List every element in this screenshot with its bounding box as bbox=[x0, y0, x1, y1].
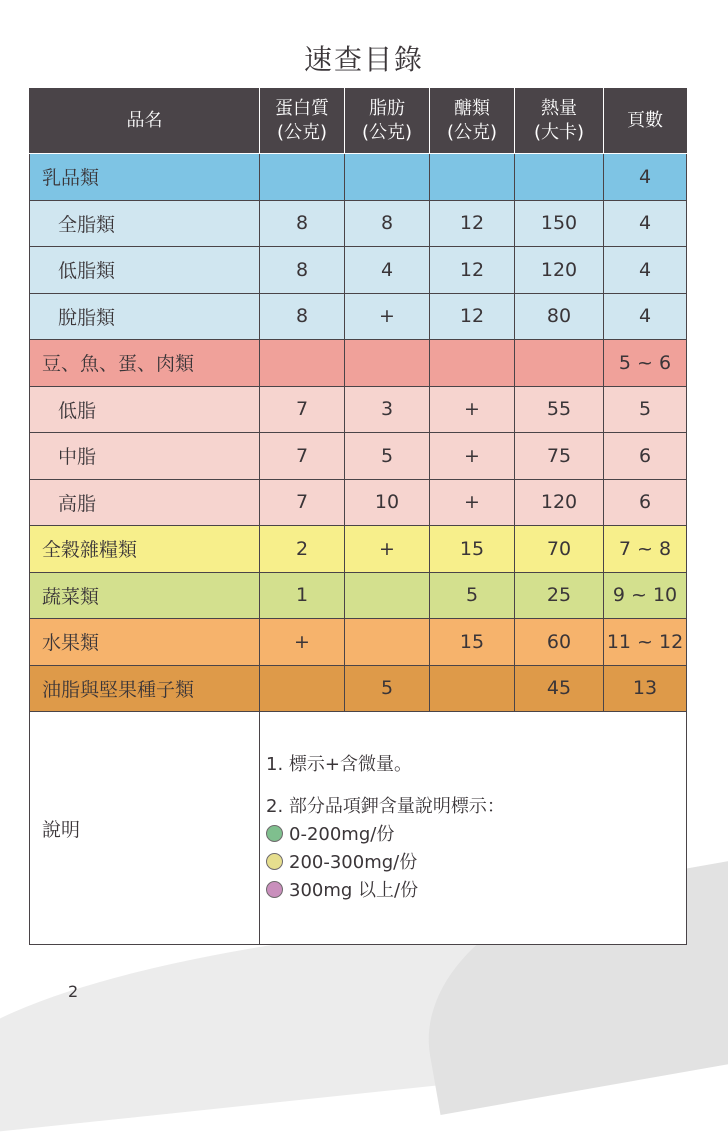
fat-cell bbox=[345, 572, 430, 619]
calories-cell bbox=[515, 154, 604, 201]
green-dot-icon bbox=[266, 825, 283, 842]
row-name: 低脂類 bbox=[30, 247, 260, 294]
legend-item-medium bbox=[266, 849, 686, 877]
page-cell: 4 bbox=[604, 154, 687, 201]
row-name: 豆、魚、蛋、肉類 bbox=[30, 340, 260, 387]
table-row-protein-group bbox=[30, 340, 687, 387]
table-row-oils-nuts bbox=[30, 665, 687, 712]
page-cell: 11 ~ 12 bbox=[604, 619, 687, 666]
carbs-cell: 12 bbox=[430, 247, 515, 294]
carbs-cell: + bbox=[430, 386, 515, 433]
row-name: 高脂 bbox=[30, 479, 260, 526]
table-row-dairy bbox=[30, 154, 687, 201]
table-row-low-fat-milk bbox=[30, 247, 687, 294]
page-cell: 5 bbox=[604, 386, 687, 433]
carbs-cell: 5 bbox=[430, 572, 515, 619]
page-cell: 13 bbox=[604, 665, 687, 712]
header-calories: 熱量 (大卡) bbox=[515, 89, 604, 154]
calories-cell: 55 bbox=[515, 386, 604, 433]
legend-label: 200-300mg/份 bbox=[289, 852, 418, 873]
protein-cell: 8 bbox=[260, 200, 345, 247]
row-name: 全穀雜糧類 bbox=[30, 526, 260, 573]
carbs-cell bbox=[430, 665, 515, 712]
yellow-dot-icon bbox=[266, 853, 283, 870]
table-header-row bbox=[30, 89, 687, 154]
header-name: 品名 bbox=[30, 89, 260, 154]
carbs-cell: + bbox=[430, 433, 515, 480]
calories-cell: 25 bbox=[515, 572, 604, 619]
fat-cell: 3 bbox=[345, 386, 430, 433]
legend-item-high bbox=[266, 877, 686, 905]
row-name: 蔬菜類 bbox=[30, 572, 260, 619]
table-row-skim-milk bbox=[30, 293, 687, 340]
calories-cell: 120 bbox=[515, 247, 604, 294]
row-name: 乳品類 bbox=[30, 154, 260, 201]
calories-cell: 70 bbox=[515, 526, 604, 573]
fat-cell bbox=[345, 619, 430, 666]
notes-label: 說明 bbox=[30, 712, 260, 945]
calories-cell bbox=[515, 340, 604, 387]
carbs-cell: 12 bbox=[430, 200, 515, 247]
row-name: 全脂類 bbox=[30, 200, 260, 247]
purple-dot-icon bbox=[266, 881, 283, 898]
fat-cell: 8 bbox=[345, 200, 430, 247]
page-cell: 4 bbox=[604, 200, 687, 247]
protein-cell: + bbox=[260, 619, 345, 666]
calories-cell: 60 bbox=[515, 619, 604, 666]
carbs-cell bbox=[430, 154, 515, 201]
protein-cell: 8 bbox=[260, 293, 345, 340]
page-cell: 9 ~ 10 bbox=[604, 572, 687, 619]
protein-cell: 1 bbox=[260, 572, 345, 619]
fat-cell: 4 bbox=[345, 247, 430, 294]
row-name: 低脂 bbox=[30, 386, 260, 433]
page-cell: 6 bbox=[604, 433, 687, 480]
table-row-grains bbox=[30, 526, 687, 573]
page-cell: 6 bbox=[604, 479, 687, 526]
carbs-cell: + bbox=[430, 479, 515, 526]
calories-cell: 120 bbox=[515, 479, 604, 526]
row-name: 油脂與堅果種子類 bbox=[30, 665, 260, 712]
page-title: 速查目錄 bbox=[303, 43, 424, 76]
header-fat: 脂肪 (公克) bbox=[345, 89, 430, 154]
row-name: 水果類 bbox=[30, 619, 260, 666]
legend-label: 0-200mg/份 bbox=[289, 824, 395, 845]
table-row-vegetables bbox=[30, 572, 687, 619]
page-cell: 7 ~ 8 bbox=[604, 526, 687, 573]
calories-cell: 75 bbox=[515, 433, 604, 480]
note-trace-amount: 1. 標示+含微量。 bbox=[266, 754, 412, 775]
calories-cell: 45 bbox=[515, 665, 604, 712]
row-name: 脫脂類 bbox=[30, 293, 260, 340]
protein-cell bbox=[260, 340, 345, 387]
fat-cell bbox=[345, 340, 430, 387]
fat-cell: + bbox=[345, 526, 430, 573]
protein-cell bbox=[260, 665, 345, 712]
table-row-high-fat-meat bbox=[30, 479, 687, 526]
row-name: 中脂 bbox=[30, 433, 260, 480]
header-page: 頁數 bbox=[604, 89, 687, 154]
legend-item-low bbox=[266, 821, 686, 849]
calories-cell: 80 bbox=[515, 293, 604, 340]
header-carbs: 醣類 (公克) bbox=[430, 89, 515, 154]
quick-reference-table bbox=[29, 88, 687, 945]
notes-body bbox=[260, 712, 687, 945]
protein-cell: 7 bbox=[260, 433, 345, 480]
protein-cell: 7 bbox=[260, 479, 345, 526]
page-cell: 4 bbox=[604, 247, 687, 294]
table-row-fruits bbox=[30, 619, 687, 666]
header-protein: 蛋白質 (公克) bbox=[260, 89, 345, 154]
table-row-notes bbox=[30, 712, 687, 945]
note-potassium-heading: 2. 部分品項鉀含量說明標示： bbox=[266, 796, 505, 817]
page-number: 2 bbox=[68, 982, 79, 1001]
protein-cell bbox=[260, 154, 345, 201]
carbs-cell: 12 bbox=[430, 293, 515, 340]
fat-cell: + bbox=[345, 293, 430, 340]
carbs-cell: 15 bbox=[430, 619, 515, 666]
protein-cell: 7 bbox=[260, 386, 345, 433]
table-row-whole-milk bbox=[30, 200, 687, 247]
carbs-cell: 15 bbox=[430, 526, 515, 573]
fat-cell bbox=[345, 154, 430, 201]
fat-cell: 5 bbox=[345, 433, 430, 480]
table-row-low-fat-meat bbox=[30, 386, 687, 433]
page-cell: 4 bbox=[604, 293, 687, 340]
protein-cell: 8 bbox=[260, 247, 345, 294]
fat-cell: 10 bbox=[345, 479, 430, 526]
calories-cell: 150 bbox=[515, 200, 604, 247]
protein-cell: 2 bbox=[260, 526, 345, 573]
fat-cell: 5 bbox=[345, 665, 430, 712]
table-row-medium-fat-meat bbox=[30, 433, 687, 480]
legend-label: 300mg 以上/份 bbox=[289, 880, 419, 901]
page-cell: 5 ~ 6 bbox=[604, 340, 687, 387]
carbs-cell bbox=[430, 340, 515, 387]
